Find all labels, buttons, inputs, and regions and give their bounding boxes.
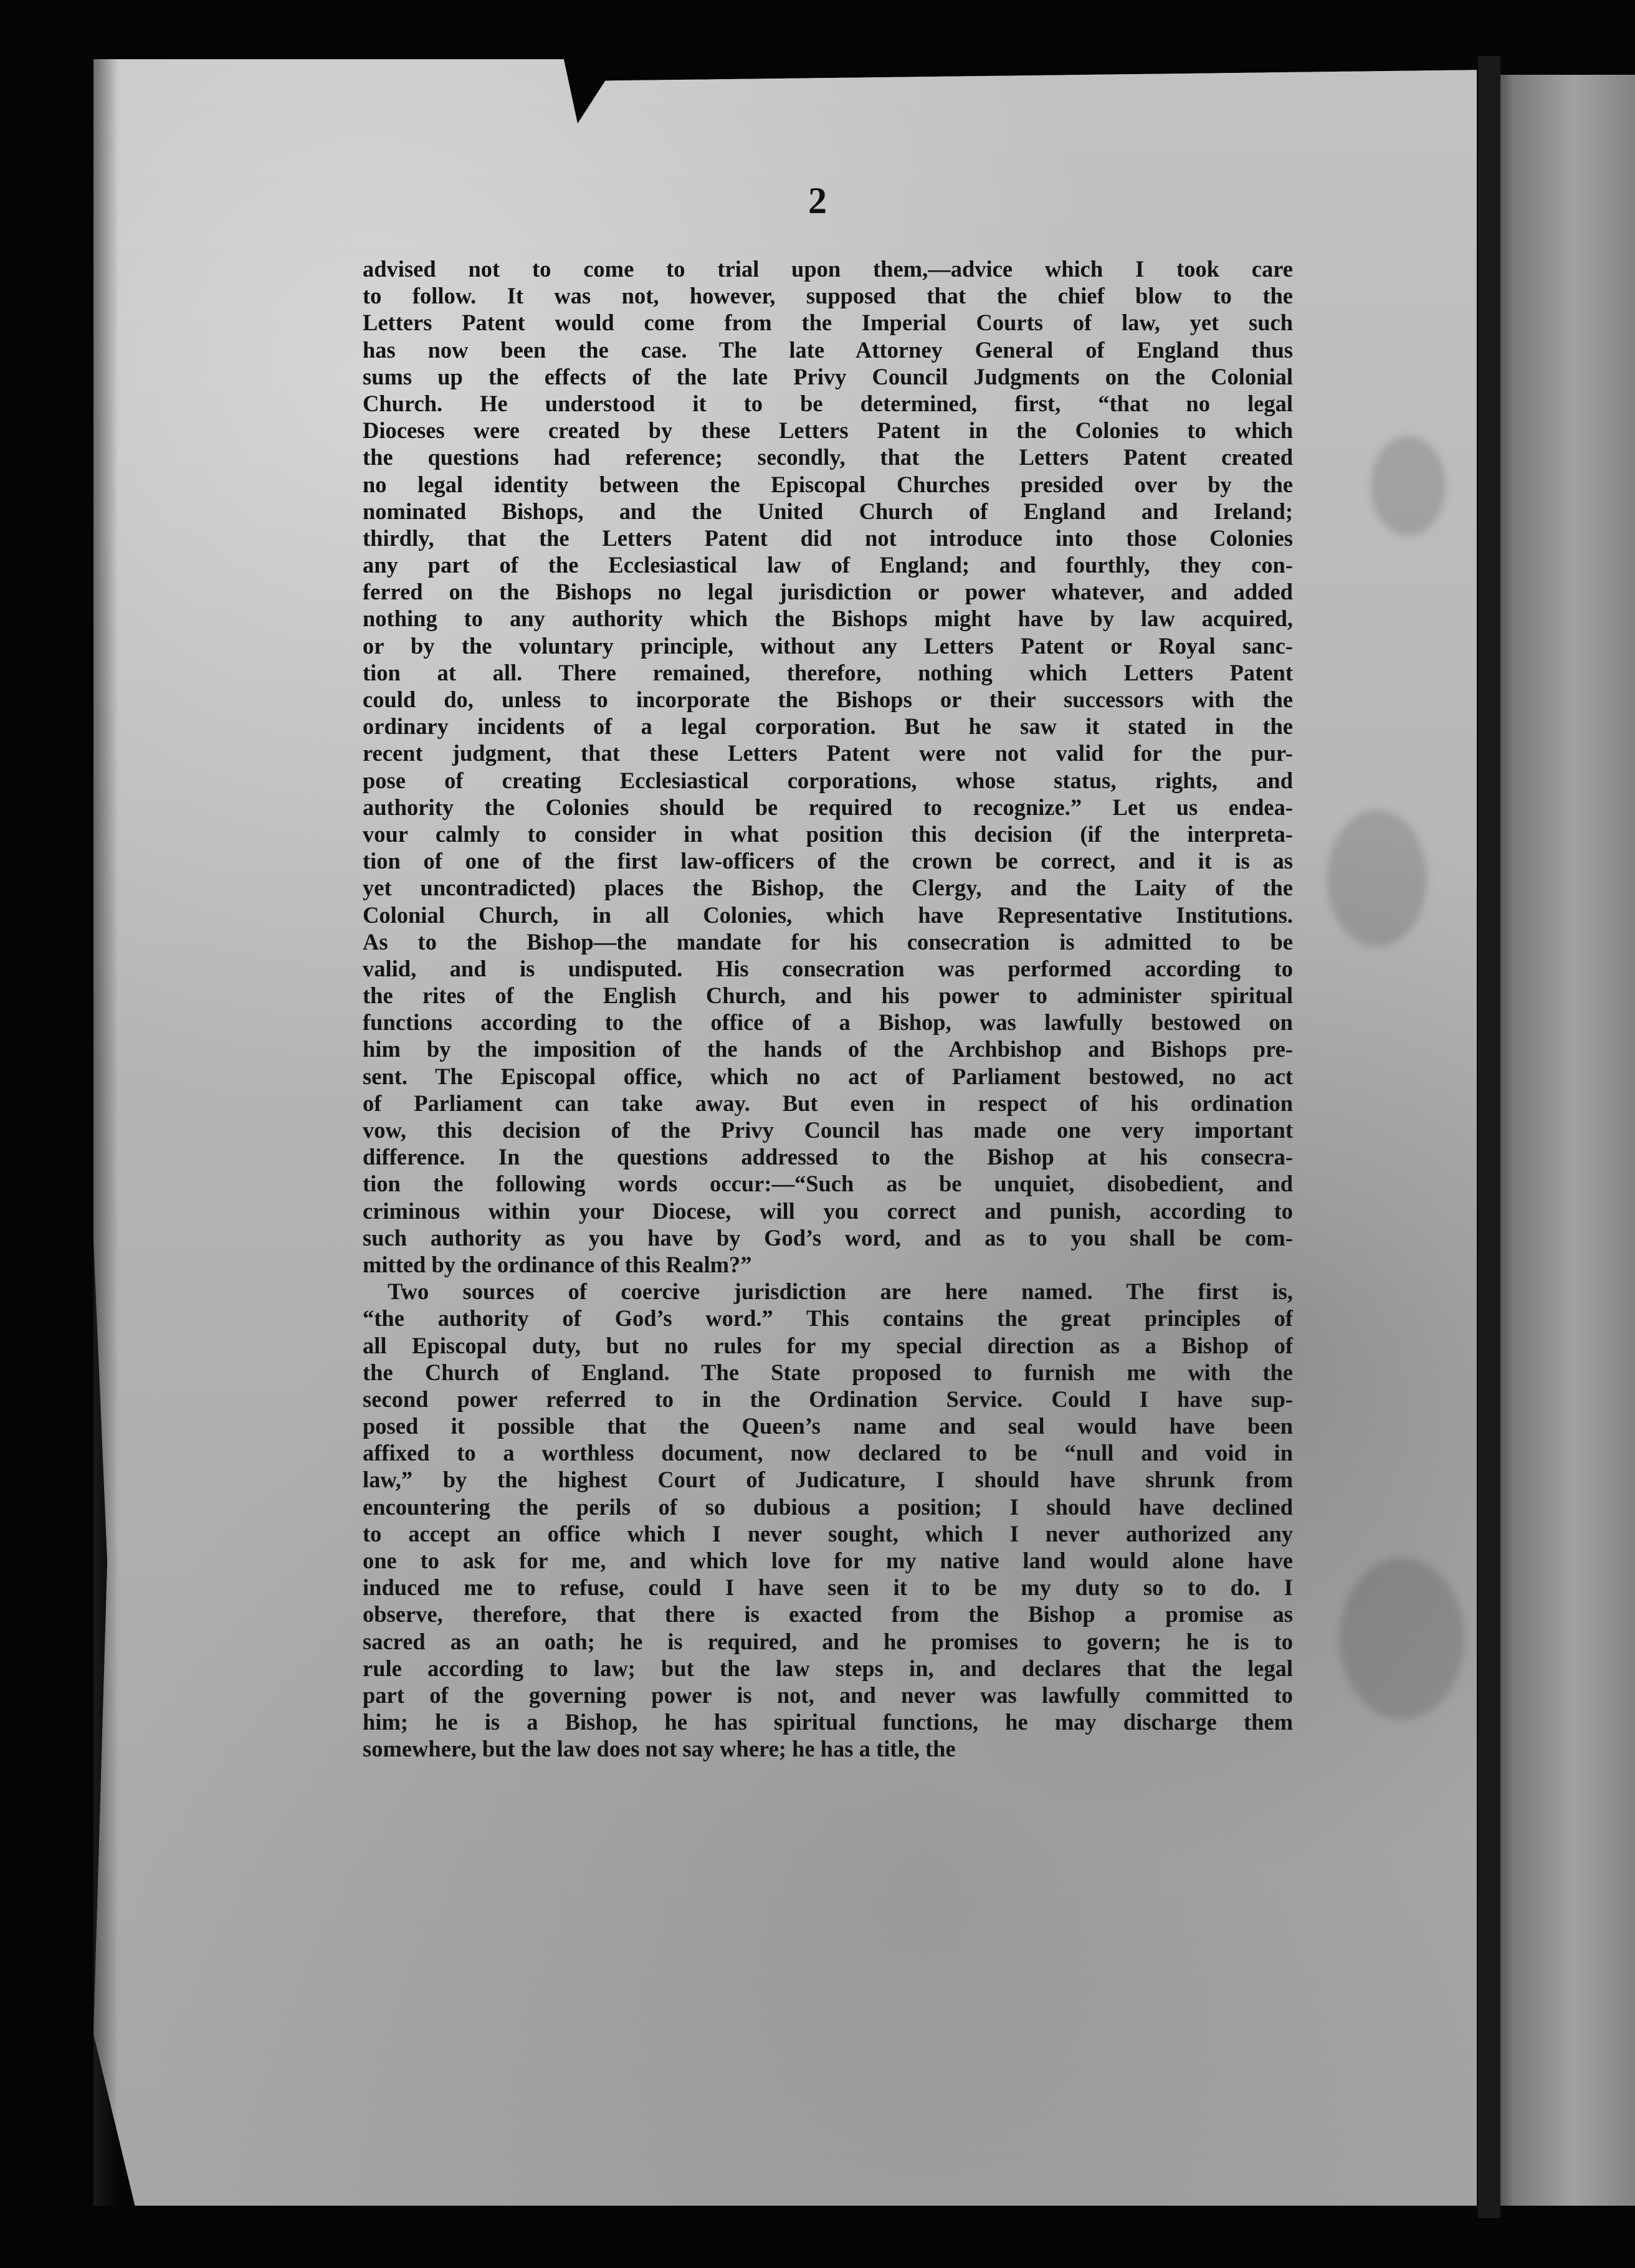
text-line: the questions had reference; secondly, that the Letters Patent created xyxy=(363,444,1293,470)
text-line: posed it possible that the Queen’s name and seal would have been xyxy=(363,1413,1293,1439)
text-line: rule according to law; but the law steps in, and declares that the legal xyxy=(363,1655,1293,1681)
text-line: Letters Patent would come from the Imperial Courts of law, yet such xyxy=(363,310,1293,336)
text-line: vow, this decision of the Privy Council has made one very important xyxy=(363,1117,1293,1143)
text-line: thirdly, that the Letters Patent did not introduce into those Colonies xyxy=(363,525,1293,551)
text-line: vour calmly to consider in what position this decision (if the interpreta- xyxy=(363,821,1293,847)
text-line: to accept an office which I never sought, which I never authorized any xyxy=(363,1520,1293,1546)
text-line: tion the following words occur:—“Such as be unquiet, disobedient, and xyxy=(363,1171,1293,1197)
text-line: nothing to any authority which the Bishops might have by law acquired, xyxy=(363,606,1293,632)
text-line: “the authority of God’s word.” This contains the great principles of xyxy=(363,1305,1293,1332)
text-line: him; he is a Bishop, he has spiritual functions, he may discharge them xyxy=(363,1709,1293,1735)
text-line: As to the Bishop—the mandate for his consecration is admitted to be xyxy=(363,928,1293,955)
text-line: authority the Colonies should be required to recognize.” Let us endea- xyxy=(363,794,1293,820)
text-line: of Parliament can take away. But even in respect of his ordination xyxy=(363,1090,1293,1116)
page-number: 2 xyxy=(808,180,827,221)
text-line: him by the imposition of the hands of the Archbishop and Bishops pre- xyxy=(363,1036,1293,1062)
text-line: advised not to come to trial upon them,—advice which I took care xyxy=(363,256,1293,282)
text-line: or by the voluntary principle, without any Letters Patent or Royal sanc- xyxy=(363,632,1293,659)
text-line: sums up the effects of the late Privy Council Judgments on the Colonial xyxy=(363,363,1293,389)
text-line: the rites of the English Church, and his power to administer spiritual xyxy=(363,983,1293,1009)
text-line: no legal identity between the Episcopal Churches presided over by the xyxy=(363,471,1293,497)
text-line: encountering the perils of so dubious a position; I should have declined xyxy=(363,1494,1293,1520)
paper-stain xyxy=(1340,1558,1464,1720)
text-line: valid, and is undisputed. His consecration was performed according to xyxy=(363,955,1293,981)
text-line: affixed to a worthless document, now declared to be “null and void in xyxy=(363,1440,1293,1466)
text-line: ordinary incidents of a legal corporation. But he saw it stated in the xyxy=(363,713,1293,740)
text-line: has now been the case. The late Attorney General of England thus xyxy=(363,336,1293,363)
text-line: mitted by the ordinance of this Realm?” xyxy=(363,1251,752,1277)
text-line: Dioceses were created by these Letters Patent in the Colonies to which xyxy=(363,417,1293,444)
text-line: functions according to the office of a Bishop, was lawfully bestowed on xyxy=(363,1009,1293,1036)
text-line: such authority as you have by God’s word, and as to you shall be com- xyxy=(363,1224,1293,1251)
text-line: one to ask for me, and which love for my native land would alone have xyxy=(363,1548,1293,1573)
text-line: criminous within your Diocese, will you correct and punish, according to xyxy=(363,1198,1293,1224)
text-line: the Church of England. The State proposed to furnish me with the xyxy=(363,1359,1293,1385)
text-line: somewhere, but the law does not say where; he has a title, the xyxy=(363,1736,956,1762)
text-line: Church. He understood it to be determined, first, “that no legal xyxy=(363,390,1293,416)
paper-stain xyxy=(1327,810,1427,947)
text-line: pose of creating Ecclesiastical corporations, whose status, rights, and xyxy=(363,767,1293,793)
text-line: induced me to refuse, could I have seen it to be my duty so to do. I xyxy=(363,1575,1293,1601)
text-line: yet uncontradicted) places the Bishop, the Clergy, and the Laity of the xyxy=(363,875,1293,901)
adjacent-page-edge xyxy=(1483,75,1635,2206)
text-line: recent judgment, that these Letters Patent were not valid for the pur- xyxy=(363,740,1293,766)
text-line: to follow. It was not, however, supposed that the chief blow to the xyxy=(363,283,1293,309)
text-line: difference. In the questions addressed to the Bishop at his consecra- xyxy=(363,1144,1293,1170)
text-line: all Episcopal duty, but no rules for my special direction as a Bishop of xyxy=(363,1332,1293,1358)
text-line: ferred on the Bishops no legal jurisdiction or power whatever, and added xyxy=(363,579,1293,605)
text-line: Colonial Church, in all Colonies, which have Representative Institutions. xyxy=(363,902,1293,928)
text-line: sent. The Episcopal office, which no act of Parliament bestowed, no act xyxy=(363,1063,1293,1089)
text-line: Two sources of coercive jurisdiction are here named. The first is, xyxy=(388,1279,1293,1305)
paper-stain xyxy=(1371,436,1446,536)
text-line: observe, therefore, that there is exacted from the Bishop a promise as xyxy=(363,1601,1293,1627)
page-edge-shadow xyxy=(93,59,118,2206)
text-line: any part of the Ecclesiastical law of England; and fourthly, they con- xyxy=(363,552,1293,578)
text-line: could do, unless to incorporate the Bishops or their successors with the xyxy=(363,687,1293,712)
text-line: tion of one of the first law-officers of the crown be correct, and it is as xyxy=(363,848,1293,874)
body-text xyxy=(363,255,1293,1763)
text-line: second power referred to in the Ordination Service. Could I have sup- xyxy=(363,1386,1293,1412)
text-line: nominated Bishops, and the United Church of England and Ireland; xyxy=(363,498,1293,524)
page-gutter xyxy=(1478,56,1500,2218)
text-line: sacred as an oath; he is required, and he promises to govern; he is to xyxy=(363,1628,1293,1654)
text-line: tion at all. There remained, therefore, nothing which Letters Patent xyxy=(363,659,1293,685)
text-line: law,” by the highest Court of Judicature, I should have shrunk from xyxy=(363,1467,1293,1493)
text-line: part of the governing power is not, and never was lawfully committed to xyxy=(363,1682,1293,1708)
